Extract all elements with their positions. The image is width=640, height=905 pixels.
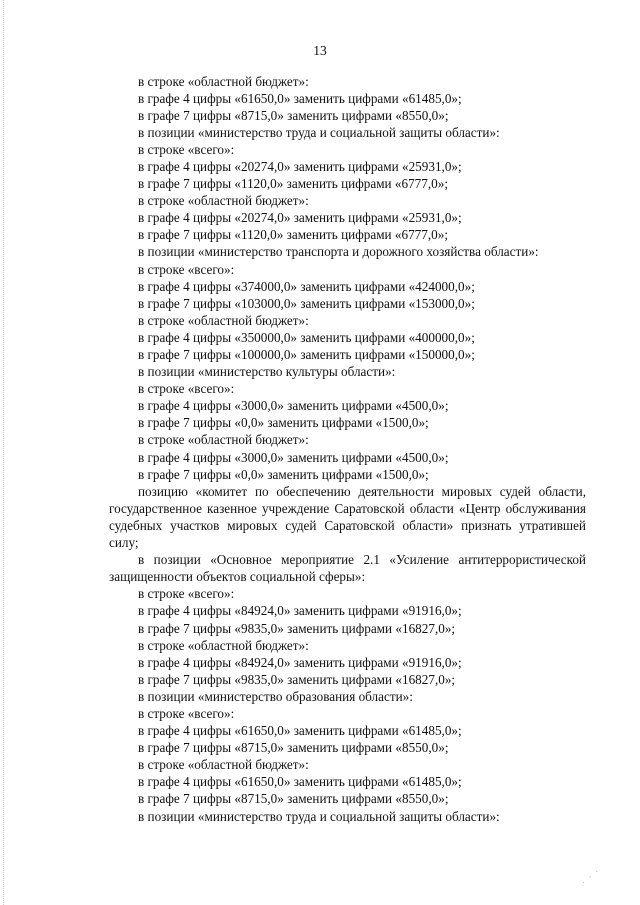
text-line: в графе 4 цифры «61650,0» заменить цифрами «61485,0»;	[138, 774, 462, 790]
text-line: в строке «областной бюджет»:	[138, 73, 309, 89]
scan-edge-line	[3, 0, 5, 905]
text-line: в строке «областной бюджет»:	[138, 637, 309, 653]
scan-noise-mark: · · ·	[579, 865, 603, 888]
text-line: в графе 7 цифры «8715,0» заменить цифрами «8550,0»;	[138, 740, 449, 756]
text-paragraph: позицию «комитет по обеспечению деятельности мировых судей области, государственное казенное учреждение Саратовской области «Центр обслуживания судебных участков мировых судей Саратовской области» признать утратившей силу;	[109, 483, 586, 551]
text-line: в строке «областной бюджет»:	[138, 312, 309, 328]
text-line: в позиции «министерство труда и социальной защиты области»:	[138, 124, 500, 140]
text-line: в строке «всего»:	[138, 261, 235, 277]
text-line: в графе 7 цифры «8715,0» заменить цифрами «8550,0»;	[138, 107, 449, 123]
text-line: в позиции «министерство культуры области»:	[138, 364, 396, 380]
text-line: в строке «областной бюджет»:	[138, 757, 309, 773]
text-line: в строке «всего»:	[138, 586, 235, 602]
text-line: в графе 4 цифры «61650,0» заменить цифрами «61485,0»;	[138, 90, 462, 106]
text-line: в графе 4 цифры «350000,0» заменить цифрами «400000,0»;	[138, 329, 475, 345]
text-line: в графе 4 цифры «84924,0» заменить цифрами «91916,0»;	[138, 603, 462, 619]
text-line: в графе 4 цифры «374000,0» заменить цифрами «424000,0»;	[138, 278, 475, 294]
text-line: в графе 7 цифры «1120,0» заменить цифрами «6777,0»;	[138, 176, 449, 192]
text-line: в строке «областной бюджет»:	[138, 432, 309, 448]
text-line: в строке «всего»:	[138, 705, 235, 721]
text-line: в позиции «министерство образования области»:	[138, 688, 413, 704]
text-line: в графе 7 цифры «9835,0» заменить цифрами «16827,0»;	[138, 620, 456, 636]
text-line: в графе 4 цифры «61650,0» заменить цифрами «61485,0»;	[138, 723, 462, 739]
text-line: в графе 4 цифры «3000,0» заменить цифрами «4500,0»;	[138, 398, 449, 414]
text-line: в графе 7 цифры «8715,0» заменить цифрами «8550,0»;	[138, 791, 449, 807]
text-line: в строке «всего»:	[138, 141, 235, 157]
text-line: в позиции «министерство труда и социальной защиты области»:	[138, 808, 500, 824]
text-line: в графе 4 цифры «20274,0» заменить цифрами «25931,0»;	[138, 158, 462, 174]
text-line: в строке «областной бюджет»:	[138, 193, 309, 209]
text-line: в графе 7 цифры «1120,0» заменить цифрами «6777,0»;	[138, 227, 449, 243]
text-line: в графе 4 цифры «84924,0» заменить цифрами «91916,0»;	[138, 654, 462, 670]
text-paragraph: в позиции «Основное мероприятие 2.1 «Усиление антитеррористической защищенности объектов социальной сферы»:	[109, 552, 586, 585]
text-line: в позиции «министерство транспорта и дорожного хозяйства области»:	[138, 244, 539, 260]
page-number: 13	[313, 43, 327, 58]
text-line: в строке «всего»:	[138, 381, 235, 397]
text-line: в графе 7 цифры «0,0» заменить цифрами «1500,0»;	[138, 415, 429, 431]
document-body	[109, 73, 586, 825]
text-line: в графе 7 цифры «0,0» заменить цифрами «1500,0»;	[138, 466, 429, 482]
text-line: в графе 7 цифры «9835,0» заменить цифрами «16827,0»;	[138, 671, 456, 687]
text-line: в графе 4 цифры «20274,0» заменить цифрами «25931,0»;	[138, 210, 462, 226]
text-line: в графе 4 цифры «3000,0» заменить цифрами «4500,0»;	[138, 449, 449, 465]
text-line: в графе 7 цифры «100000,0» заменить цифрами «150000,0»;	[138, 347, 475, 362]
text-line: в графе 7 цифры «103000,0» заменить цифрами «153000,0»;	[138, 295, 475, 311]
